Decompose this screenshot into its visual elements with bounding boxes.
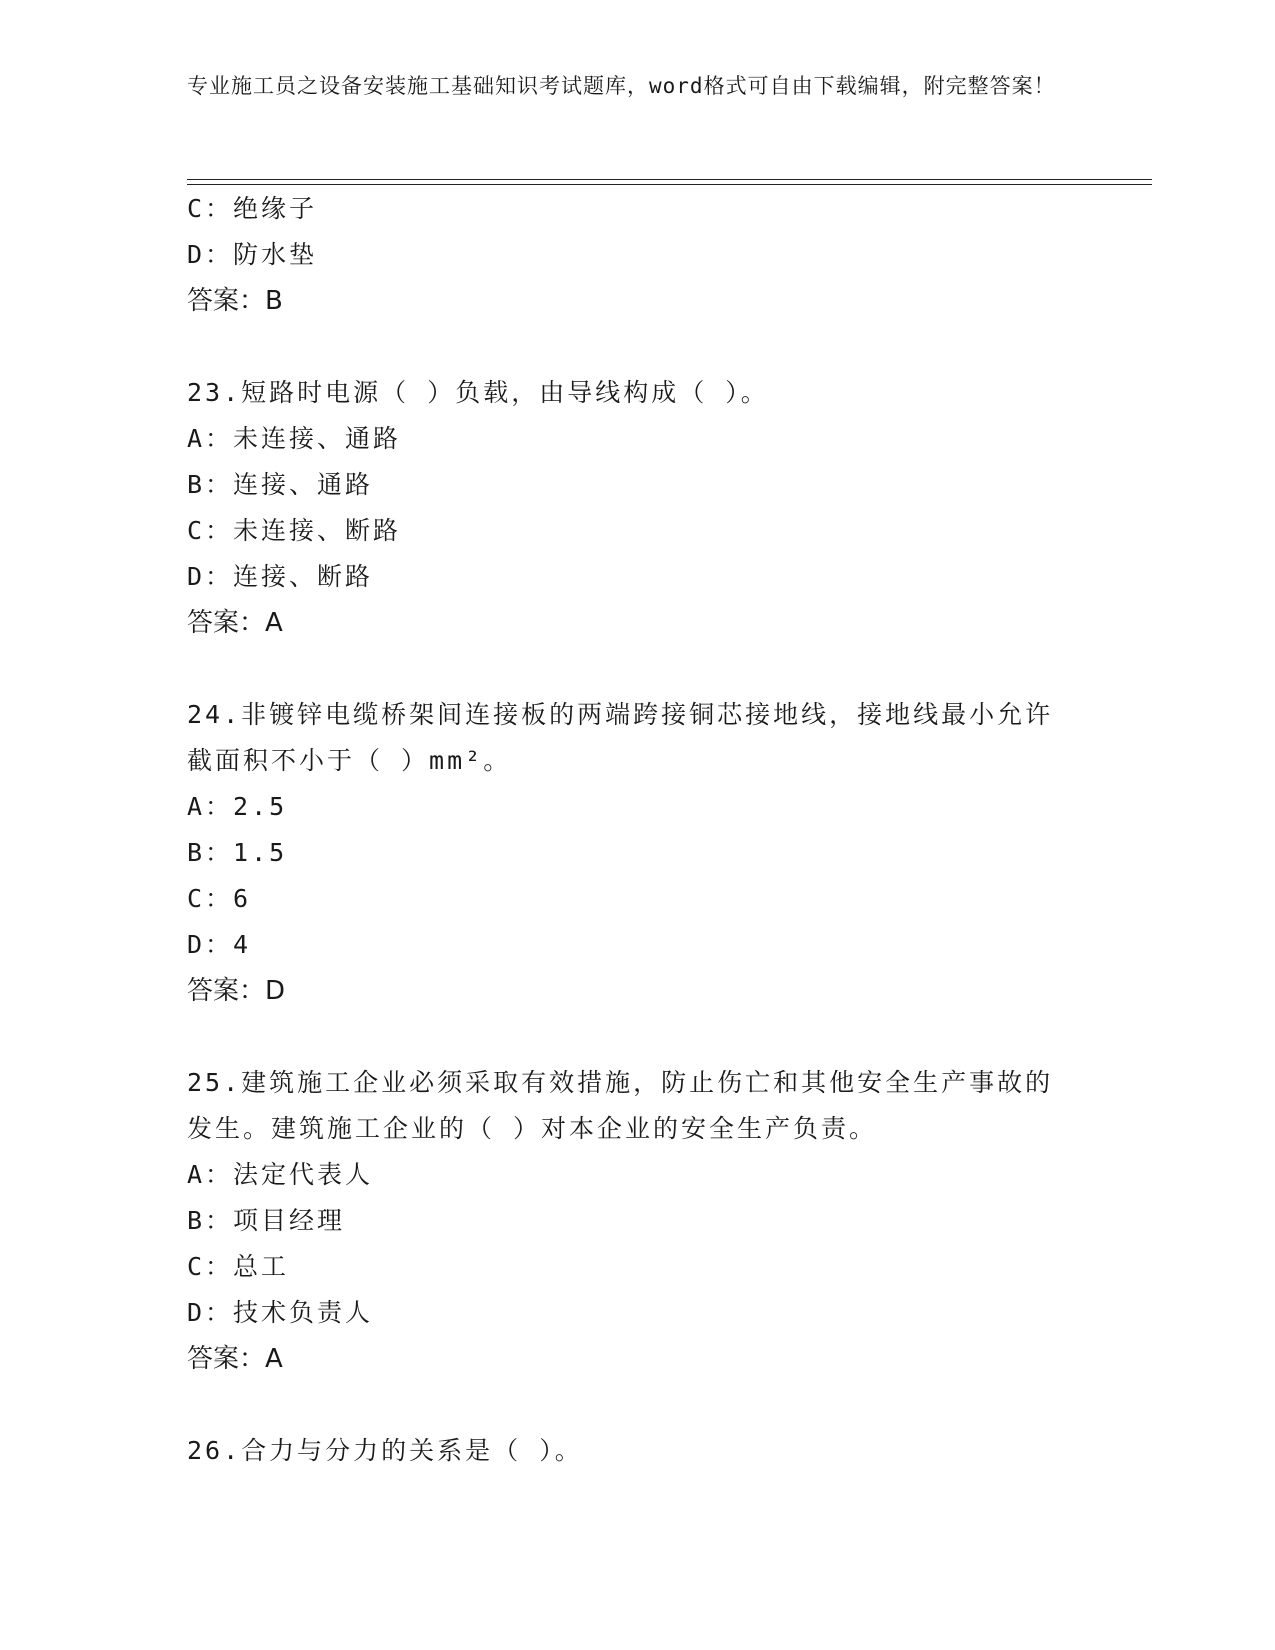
option-c: C：6	[187, 884, 252, 913]
answer: 答案：D	[187, 976, 286, 1006]
question-26	[187, 1428, 1087, 1474]
question-text: 25.建筑施工企业必须采取有效措施，防止伤亡和其他安全生产事故的发生。建筑施工企业的（ ）对本企业的安全生产负责。	[187, 1068, 1054, 1143]
option-d: D：4	[187, 930, 252, 959]
answer: 答案：A	[187, 1344, 283, 1374]
option-a: A：法定代表人	[187, 1160, 374, 1189]
answer: 答案：A	[187, 608, 283, 638]
answer: 答案：B	[187, 286, 283, 316]
option-c: C：总工	[187, 1252, 290, 1281]
option-d: D：技术负责人	[187, 1298, 374, 1327]
header-divider-top	[187, 179, 1152, 180]
option-b: B：项目经理	[187, 1206, 346, 1235]
header-divider-bottom	[187, 184, 1152, 185]
option-a: A：2.5	[187, 792, 288, 821]
option-b: B：1.5	[187, 838, 288, 867]
previous-question-tail	[187, 186, 1087, 324]
option-a: A：未连接、通路	[187, 424, 402, 453]
question-text: 24.非镀锌电缆桥架间连接板的两端跨接铜芯接地线，接地线最小允许截面积不小于（ ）mm²。	[187, 700, 1054, 775]
option-c: C：未连接、断路	[187, 516, 402, 545]
option-d: D：连接、断路	[187, 562, 374, 591]
question-content	[187, 186, 1087, 1474]
question-23	[187, 370, 1087, 646]
question-24	[187, 692, 1087, 1014]
question-text: 26.合力与分力的关系是（ ）。	[187, 1436, 583, 1465]
document-header: 专业施工员之设备安装施工基础知识考试题库，word格式可自由下载编辑，附完整答案！	[187, 74, 1056, 98]
question-text: 23.短路时电源（ ）负载，由导线构成（ ）。	[187, 378, 769, 407]
option-d: D：防水垫	[187, 240, 318, 269]
question-25	[187, 1060, 1087, 1382]
option-c: C：绝缘子	[187, 194, 318, 223]
option-b: B：连接、通路	[187, 470, 374, 499]
